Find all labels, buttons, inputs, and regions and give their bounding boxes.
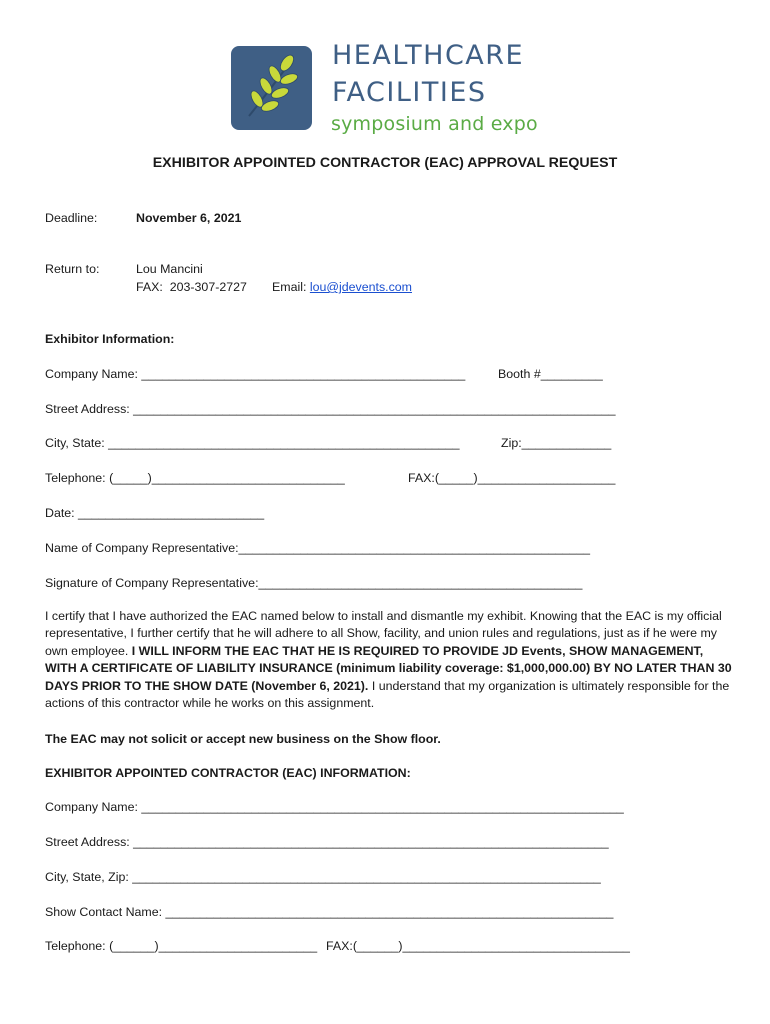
email-link[interactable]: lou@jdevents.com <box>309 280 412 294</box>
solicit-note: The EAC may not solicit or accept new business on the Show floor. <box>45 732 441 746</box>
eac-telephone-field[interactable]: Telephone: (______)_______________________ <box>45 939 318 953</box>
return-to-label: Return to: <box>45 262 100 276</box>
return-to-name: Lou Mancini <box>136 262 203 276</box>
exhibitor-city-state-field[interactable]: City, State: ___________________________________________________ <box>45 436 460 450</box>
rep-name-field[interactable]: Name of Company Representative:___________________________________________________ <box>45 541 590 555</box>
certify-text-3: I understand that my organization is ultimately responsible for the actions of this contractor while he works on this assignment. <box>45 678 730 711</box>
exhibitor-zip-field[interactable]: Zip:_____________ <box>501 436 612 450</box>
certification-paragraph <box>45 608 735 712</box>
exhibitor-heading: Exhibitor Information: <box>45 332 175 346</box>
brand-line-1: HEALTHCARE <box>332 40 525 71</box>
eac-show-contact-field[interactable]: Show Contact Name: _________________________________________________________________ <box>45 905 614 919</box>
exhibitor-fax-field[interactable]: FAX:(_____)____________________ <box>408 471 616 485</box>
form-title: EXHIBITOR APPOINTED CONTRACTOR (EAC) APPROVAL REQUEST <box>152 155 618 171</box>
eac-fax-field[interactable]: FAX:(______)_________________________________ <box>326 939 630 953</box>
deadline-value: November 6, 2021 <box>136 211 242 225</box>
rep-signature-field[interactable]: Signature of Company Representative:_______________________________________________ <box>45 576 583 590</box>
exhibitor-company-field[interactable]: Company Name: _______________________________________________ <box>45 367 466 381</box>
logo-mark <box>231 46 312 130</box>
exhibitor-booth-field[interactable]: Booth #_________ <box>498 367 603 381</box>
exhibitor-telephone-field[interactable]: Telephone: (_____)____________________________ <box>45 471 345 485</box>
deadline-label: Deadline: <box>45 211 98 225</box>
return-to-email <box>272 280 412 295</box>
eac-company-field[interactable]: Company Name: ______________________________________________________________________ <box>45 800 624 814</box>
certify-text-bold: I WILL INFORM THE EAC THAT HE IS REQUIRED TO PROVIDE JD Events, SHOW MANAGEMENT, WITH A CERTIFICATE OF LIABILITY INSURANCE (minimum liability coverage: $1,000,000.00) BY NO LATER THAN 30 DAYS PRIOR TO THE SHOW DATE (November 6, 2021). <box>45 643 732 693</box>
email-label: Email: <box>272 280 310 294</box>
exhibitor-date-field[interactable]: Date: ___________________________ <box>45 506 265 520</box>
eac-heading: EXHIBITOR APPOINTED CONTRACTOR (EAC) INFORMATION: <box>45 766 411 780</box>
brand-tagline: symposium and expo <box>331 113 538 135</box>
certify-text-1: I certify that I have authorized the EAC named below to install and dismantle my exhibit. Knowing that the EAC is my official representative, I further certify that he will adhere to all Show, facility, and union rules and regulations, just as if he were my own employee. <box>45 609 722 658</box>
brand-line-2: FACILITIES <box>332 77 487 108</box>
eac-street-field[interactable]: Street Address: _____________________________________________________________________ <box>45 835 609 849</box>
return-to-fax: FAX: 203-307-2727 <box>136 280 247 294</box>
exhibitor-street-field[interactable]: Street Address: ______________________________________________________________________ <box>45 402 616 416</box>
leaf-sprig-icon <box>231 46 312 130</box>
eac-city-state-zip-field[interactable]: City, State, Zip: ____________________________________________________________________ <box>45 870 601 884</box>
